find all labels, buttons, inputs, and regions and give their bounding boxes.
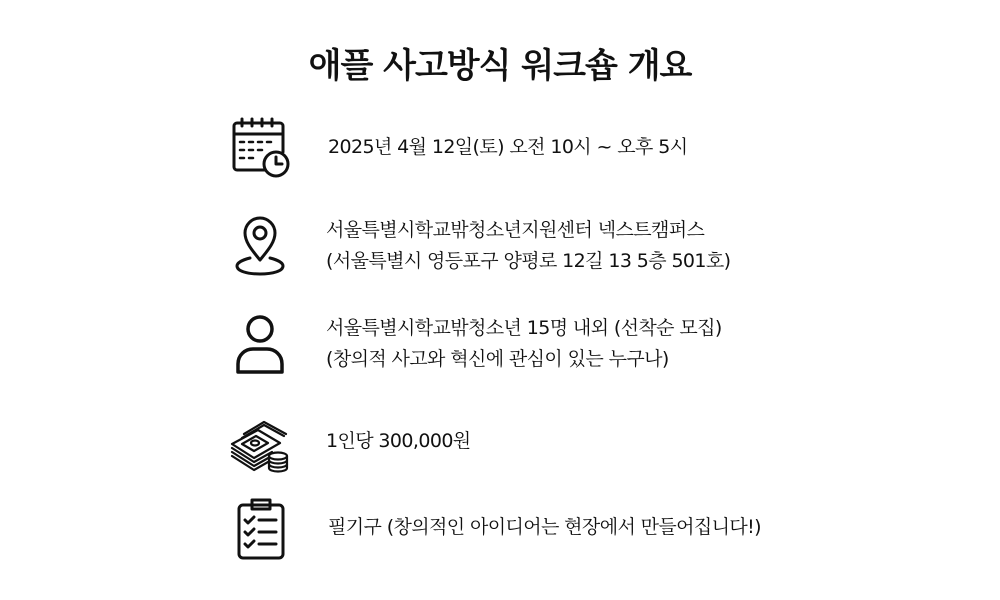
location-pin-icon xyxy=(228,214,292,278)
participants-text-line1: 서울특별시학교밖청소년 15명 내외 (선착순 모집) xyxy=(326,317,722,339)
datetime-text: 2025년 4월 12일(토) 오전 10시 ~ 오후 5시 xyxy=(328,136,688,158)
location-text-line2: (서울특별시 영등포구 양평로 12길 13 5층 501호) xyxy=(326,250,731,272)
calendar-clock-icon xyxy=(228,116,292,180)
participants-text-line2: (창의적 사고와 혁신에 관심이 있는 누구나) xyxy=(326,348,669,370)
fee-text: 1인당 300,000원 xyxy=(326,430,471,452)
location-text-line1: 서울특별시학교밖청소년지원센터 넥스트캠퍼스 xyxy=(326,219,705,241)
materials-text: 필기구 (창의적인 아이디어는 현장에서 만들어집니다!) xyxy=(328,516,761,538)
page-title: 애플 사고방식 워크숍 개요 xyxy=(308,46,692,86)
clipboard-checklist-icon xyxy=(228,496,292,560)
person-icon xyxy=(228,312,292,376)
money-coins-icon xyxy=(228,412,292,476)
